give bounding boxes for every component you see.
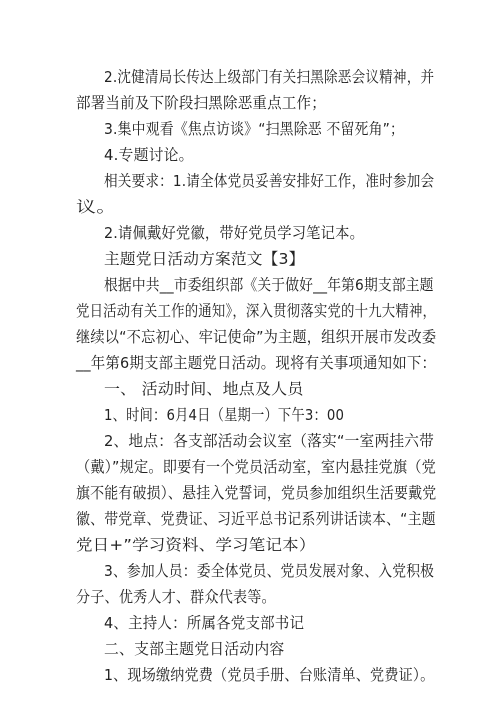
text-line: 1、时间：6月4日（星期一）下午3：00 [104,406,345,424]
text-line: 4、主持人：所属各党支部书记 [104,614,305,632]
text-line: 徽、带党章、党费证、习近平总书记系列讲话读本、“主题 [76,510,436,528]
section-heading: 二、支部主题党日活动内容 [104,640,285,658]
text-line: 继续以“不忘初心、牢记使命”为主题，组织开展市发改委 [76,328,437,346]
text-line: 4.专题讨论。 [104,146,194,164]
text-line: 旗不能有破损）、悬挂入党誓词，党员参加组织生活要戴党 [76,484,437,502]
text-line: __年第6期支部主题党日活动。现将有关事项通知如下： [76,354,437,372]
section-heading: 一、 活动时间、地点及人员 [104,380,304,398]
text-line: 3、参加人员：委全体党员、党员发展对象、入党积极 [104,562,435,580]
text-line: 分子、优秀人才、群众代表等。 [76,588,276,606]
text-line: 2.沈健清局长传达上级部门有关扫黑除恶会议精神，并 [104,68,435,86]
text-line: 部署当前及下阶段扫黑除恶重点工作； [76,94,326,112]
text-line: （戴）”规定。即要有一个党员活动室，室内悬挂党旗（党 [76,458,436,476]
text-line: 2、地点：各支部活动会议室（落实“一室两挂六带 [104,432,434,450]
text-line: 根据中共__市委组织部《关于做好__年第6期支部主题 [104,276,434,294]
text-line: 相关要求：1.请全体党员妥善安排好工作，准时参加会 [104,172,435,190]
section-title: 主题党日活动方案范文【3】 [104,250,305,268]
text-line: 议。 [76,198,117,216]
text-line: 2.请佩戴好党徽，带好党员学习笔记本。 [104,224,365,242]
text-line: 党日活动有关工作的通知》，深入贯彻落实党的十九大精神， [76,302,437,320]
text-line: 1、现场缴纳党费（党员手册、台账清单、党费证）。 [104,666,435,684]
text-line: 3.集中观看《焦点访谈》“扫黑除恶 不留死角”； [104,120,405,138]
text-line: 党日+”学习资料、学习笔记本） [76,536,316,554]
